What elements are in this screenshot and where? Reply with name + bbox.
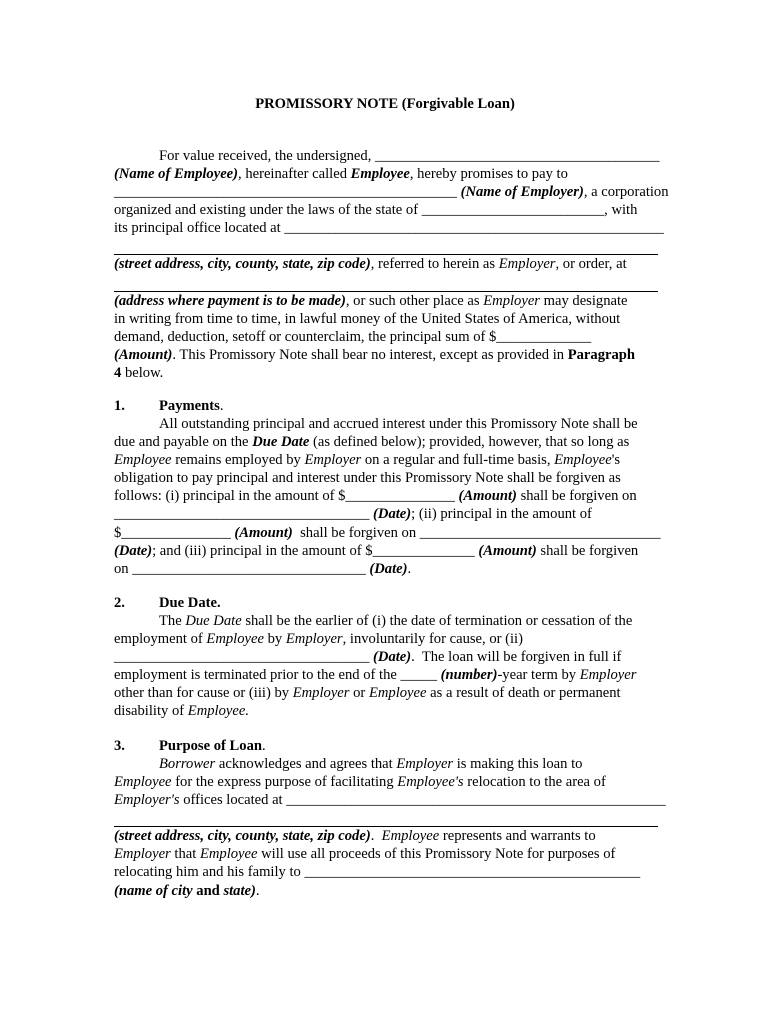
section-line — [114, 415, 658, 433]
amount-label: (Amount) — [458, 488, 517, 505]
section-2-body — [114, 612, 658, 721]
text: The — [159, 613, 186, 629]
section-line — [114, 882, 658, 900]
text: in writing from time to time, in lawful money of the United States of America, without — [114, 310, 621, 327]
text: remains employed by — [171, 452, 305, 469]
section-line — [114, 560, 658, 578]
text: follows: (i) principal in the amount of $_______________ — [114, 488, 459, 505]
defined-term: Employer — [304, 452, 362, 469]
amount-label: (Amount) — [478, 542, 537, 559]
number-label: (number) — [440, 667, 498, 684]
employee-name-label: (Name of Employee) — [114, 166, 239, 183]
intro-line — [114, 201, 658, 219]
text: For value received, the undersigned, _______________________________________ — [159, 148, 660, 164]
paragraph-reference: Paragraph — [567, 346, 635, 363]
text: below. — [121, 364, 164, 381]
text: shall be the earlier of (i) the date of termination or cessation of the — [241, 613, 633, 629]
text: obligation to pay principal and interest under this Promissory Note shall be forgiven as — [114, 470, 621, 487]
blank-rule — [114, 809, 658, 827]
text: . — [255, 882, 260, 899]
section-1-body — [114, 415, 661, 578]
defined-term: Employer's — [114, 792, 180, 809]
section-line — [114, 827, 658, 845]
defined-term: Employee — [554, 452, 612, 469]
text: on a regular and full-time basis, — [361, 452, 555, 469]
defined-term: Employer — [579, 667, 637, 684]
intro-line — [114, 255, 658, 273]
defined-term: Employee. — [187, 703, 249, 720]
defined-term: Employee's — [397, 774, 464, 791]
intro-line — [114, 183, 669, 201]
text: organized and existing under the laws of the state of _________________________, with — [114, 202, 638, 219]
text: ; (ii) principal in the amount of — [411, 506, 592, 523]
defined-term: Due Date — [252, 434, 310, 451]
blank-line: ___________________________________ — [114, 506, 374, 523]
date-label: (Date) — [373, 506, 412, 523]
amount-label: (Amount) — [234, 524, 293, 541]
defined-term: Due Date — [185, 613, 242, 629]
section-line — [114, 612, 658, 630]
defined-term: Borrower — [159, 756, 216, 772]
defined-term: Employer — [292, 685, 350, 702]
text: shall be forgiven on — [516, 488, 637, 505]
text: other than for cause or (iii) by — [114, 685, 293, 702]
section-line — [114, 666, 658, 684]
section-title: Purpose of Loan — [159, 738, 262, 754]
defined-term: Employee — [114, 452, 172, 469]
text: as a result of death or permanent — [426, 685, 621, 702]
section-line — [114, 648, 658, 666]
defined-term: Employee — [199, 846, 258, 863]
section-line — [114, 451, 658, 469]
paragraph-reference: 4 — [114, 364, 122, 381]
intro-paragraph — [114, 147, 669, 382]
date-label: (Date) — [373, 649, 412, 666]
text: . — [370, 828, 382, 845]
text: All outstanding principal and accrued interest under this Promissory Note shall be — [159, 416, 638, 432]
address-label: (street address, city, county, state, zip code) — [114, 256, 371, 273]
defined-term: Employee — [368, 685, 427, 702]
section-2-heading — [114, 594, 658, 612]
text: ; and (iii) principal in the amount of $______________ — [152, 542, 479, 559]
section-line — [114, 524, 661, 542]
text: employment is terminated prior to the end of the _____ — [114, 667, 441, 684]
section-line — [114, 755, 658, 773]
text: -year term by — [497, 667, 580, 684]
blank-rule — [114, 237, 658, 255]
text: . — [407, 560, 412, 577]
intro-line — [114, 310, 658, 328]
defined-term: Employee — [350, 166, 410, 183]
intro-line — [114, 219, 664, 237]
defined-term: Employee — [381, 828, 440, 845]
section-line — [114, 487, 658, 505]
text: . This Promissory Note shall bear no interest, except as provided in — [172, 346, 568, 363]
section-number: 2. — [114, 595, 125, 611]
text: 's — [611, 452, 620, 469]
section-line — [114, 505, 658, 523]
intro-line — [114, 346, 658, 364]
text: relocation to the area of — [463, 774, 606, 791]
text: will use all proceeds of this Promissory Note for purposes of — [257, 846, 616, 863]
section-line — [114, 773, 658, 791]
document-title: PROMISSORY NOTE (Forgivable Loan) — [255, 96, 515, 112]
intro-line — [114, 328, 658, 346]
defined-term: Employer — [114, 846, 171, 863]
payment-address-label: (address where payment is to be made) — [114, 292, 346, 309]
text: due and payable on the — [114, 434, 253, 451]
section-line — [114, 791, 666, 809]
text: represents and warrants to — [439, 828, 596, 845]
blank-line: _______________________________________________ — [114, 184, 461, 201]
text: disability of — [114, 703, 188, 720]
text: employment of — [114, 631, 207, 648]
section-line — [114, 542, 658, 560]
intro-line — [114, 165, 658, 183]
section-line — [114, 433, 658, 451]
text: shall be forgiven — [536, 542, 639, 559]
intro-line — [114, 292, 658, 310]
blank-line: ___________________________________ — [114, 649, 374, 666]
text: demand, deduction, setoff or counterclaim, the principal sum of $_____________ — [114, 328, 592, 345]
section-line — [114, 684, 658, 702]
text: may designate — [539, 292, 628, 309]
section-3-body — [114, 755, 666, 900]
text: , involuntarily for cause, or (ii) — [342, 631, 523, 648]
text: on ________________________________ — [114, 560, 370, 577]
text: offices located at ____________________________________________________ — [179, 792, 666, 809]
text: that — [170, 846, 200, 863]
section-number: 3. — [114, 738, 125, 754]
defined-term: Employer — [483, 292, 540, 309]
text: by — [263, 631, 286, 648]
section-title: Payments — [159, 398, 220, 414]
section-title: Due Date. — [159, 595, 221, 611]
text: . — [219, 398, 224, 414]
section-line — [114, 630, 658, 648]
text: . — [261, 738, 266, 754]
text: , hereinafter called — [238, 166, 351, 183]
text: and — [192, 882, 224, 899]
section-3-heading — [114, 737, 658, 755]
address-label: (street address, city, county, state, zip code) — [114, 828, 371, 845]
text: , hereby promises to pay to — [409, 166, 568, 183]
defined-term: Employer — [498, 256, 556, 273]
text: or — [349, 685, 369, 702]
date-label: (Date) — [369, 560, 408, 577]
defined-term: Employee — [206, 631, 264, 648]
text: for the express purpose of facilitating — [171, 774, 398, 791]
defined-term: Employer — [396, 756, 454, 772]
text: . The loan will be forgiven in full if — [411, 649, 622, 666]
section-1-heading — [114, 397, 658, 415]
defined-term: Employee — [114, 774, 172, 791]
text: (as defined below); provided, however, that so long as — [309, 434, 630, 451]
text: , or such other place as — [345, 292, 484, 309]
intro-line — [114, 147, 658, 165]
employer-name-label: (Name of Employer) — [460, 184, 584, 201]
text: , a corporation — [583, 184, 669, 201]
text: , or order, at — [555, 256, 627, 273]
city-label: (name of city — [114, 882, 193, 899]
text: its principal office located at ____________________________________________________ — [114, 220, 664, 237]
date-label: (Date) — [114, 542, 153, 559]
section-line — [114, 845, 658, 863]
text: shall be forgiven on _________________________________ — [292, 524, 661, 541]
text: , referred to herein as — [370, 256, 499, 273]
blank-line: $_______________ — [114, 524, 235, 541]
text: acknowledges and agrees that — [215, 756, 397, 772]
text: is making this loan to — [453, 756, 583, 772]
intro-line — [114, 364, 658, 382]
section-line — [114, 702, 658, 720]
section-line — [114, 469, 658, 487]
section-line — [114, 863, 658, 881]
defined-term: Employer — [285, 631, 343, 648]
state-label: state) — [223, 882, 256, 899]
section-number: 1. — [114, 398, 125, 414]
text: relocating him and his family to ______________________________________________ — [114, 864, 641, 881]
blank-rule — [114, 274, 658, 292]
amount-label: (Amount) — [114, 346, 173, 363]
